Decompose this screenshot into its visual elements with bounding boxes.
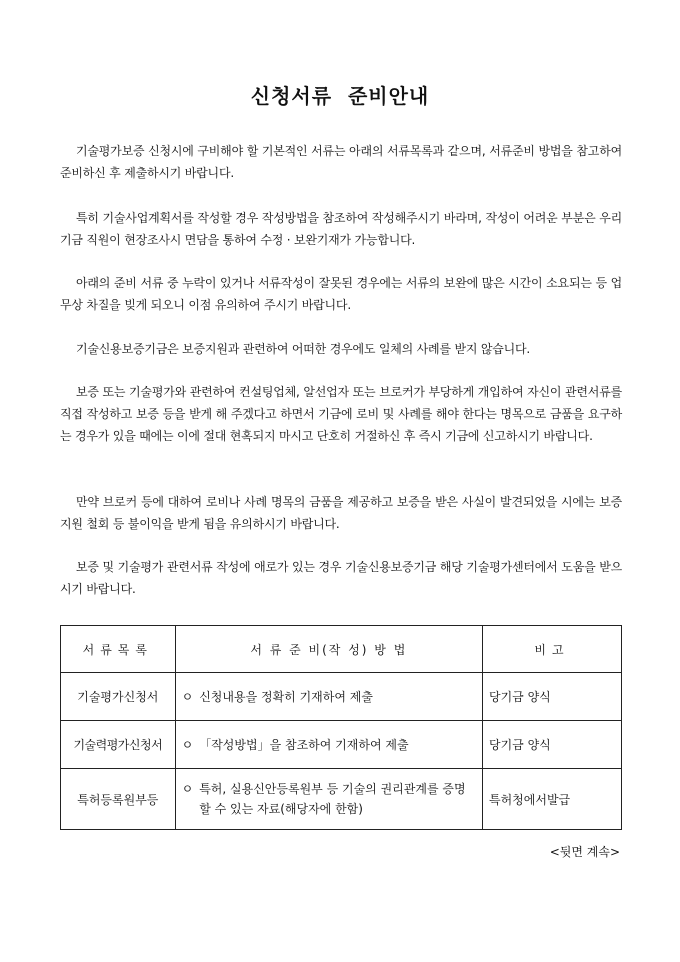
row-method-cell bbox=[175, 721, 482, 769]
row-document-name: 특허등록원부등 bbox=[61, 769, 176, 830]
row-remark: 당기금 양식 bbox=[483, 721, 622, 769]
header-preparation-method: 서 류 준 비(작 성) 방 법 bbox=[175, 626, 482, 673]
document-list-table bbox=[60, 625, 622, 830]
row-remark: 특허청에서발급 bbox=[483, 769, 622, 830]
paragraph-business-plan: 특히 기술사업계획서를 작성할 경우 작성방법을 참조하여 작성해주시기 바라며, 작성이 어려운 부분은 우리기금 직원이 현장조사시 면담을 통하여 수정 · 보완기재가 가능합니다. bbox=[60, 211, 622, 247]
row-method-text: 특허, 실용신안등록원부 등 기술의 권리관계를 증명할 수 있는 자료(해당자에 한함) bbox=[199, 782, 466, 816]
header-remarks: 비고 bbox=[483, 626, 622, 673]
paragraph-intro: 기술평가보증 신청시에 구비해야 할 기본적인 서류는 아래의 서류목록과 같으며, 서류준비 방법을 참고하여 준비하신 후 제출하시기 바랍니다. bbox=[60, 144, 622, 180]
row-method-text: 신청내용을 정확히 기재하여 제출 bbox=[199, 689, 373, 704]
paragraph-missing-documents: 아래의 준비 서류 중 누락이 있거나 서류작성이 잘못된 경우에는 서류의 보완에 많은 시간이 소요되는 등 업무상 차질을 빚게 되오니 이점 유의하여 주시기 바랍니다. bbox=[60, 276, 622, 312]
table-row bbox=[61, 721, 622, 769]
row-method-text: 「작성방법」을 참조하여 기재하여 제출 bbox=[199, 737, 409, 752]
row-method-cell bbox=[175, 673, 482, 721]
table-row bbox=[61, 769, 622, 830]
bullet-circle-icon: ㅇ bbox=[181, 737, 194, 752]
document-title: 신청서류 준비안내 bbox=[250, 84, 430, 108]
row-document-name: 기술평가신청서 bbox=[61, 673, 176, 721]
paragraph-help: 보증 및 기술평가 관련서류 작성에 애로가 있는 경우 기술신용보증기금 해당 기술평가센터에서 도움을 받으시기 바랍니다. bbox=[60, 560, 622, 596]
table-row bbox=[61, 673, 622, 721]
header-document-list: 서류목록 bbox=[61, 626, 176, 673]
paragraph-penalty: 만약 브로커 등에 대하여 로비나 사례 명목의 금품을 제공하고 보증을 받은 사실이 발견되었을 시에는 보증지원 철회 등 불이익을 받게 됨을 유의하시기 바랍니다. bbox=[60, 495, 622, 531]
paragraph-no-gifts: 기술신용보증기금은 보증지원과 관련하여 어떠한 경우에도 일체의 사례를 받지 않습니다. bbox=[76, 342, 531, 356]
bullet-circle-icon: ㅇ bbox=[181, 782, 194, 796]
row-document-name: 기술력평가신청서 bbox=[61, 721, 176, 769]
row-method-cell bbox=[175, 769, 482, 830]
continued-on-back-note: <뒷면 계속> bbox=[549, 845, 620, 859]
bullet-circle-icon: ㅇ bbox=[181, 689, 194, 704]
paragraph-broker-warning: 보증 또는 기술평가와 관련하여 컨설팅업체, 알선업자 또는 브로커가 부당하게 개입하여 자신이 관련서류를 직접 작성하고 보증 등을 받게 해 주겠다고 하면서 기금에 로비 및 사례를 해야 한다는 명목으로 금품을 요구하는 경우가 있을 때에는 이에 절대 현혹되지 마시고 단호히 거절하신 후 즉시 기금에 신고하시기 바랍니다. bbox=[60, 385, 622, 443]
row-remark: 당기금 양식 bbox=[483, 673, 622, 721]
table-header-row bbox=[61, 626, 622, 673]
